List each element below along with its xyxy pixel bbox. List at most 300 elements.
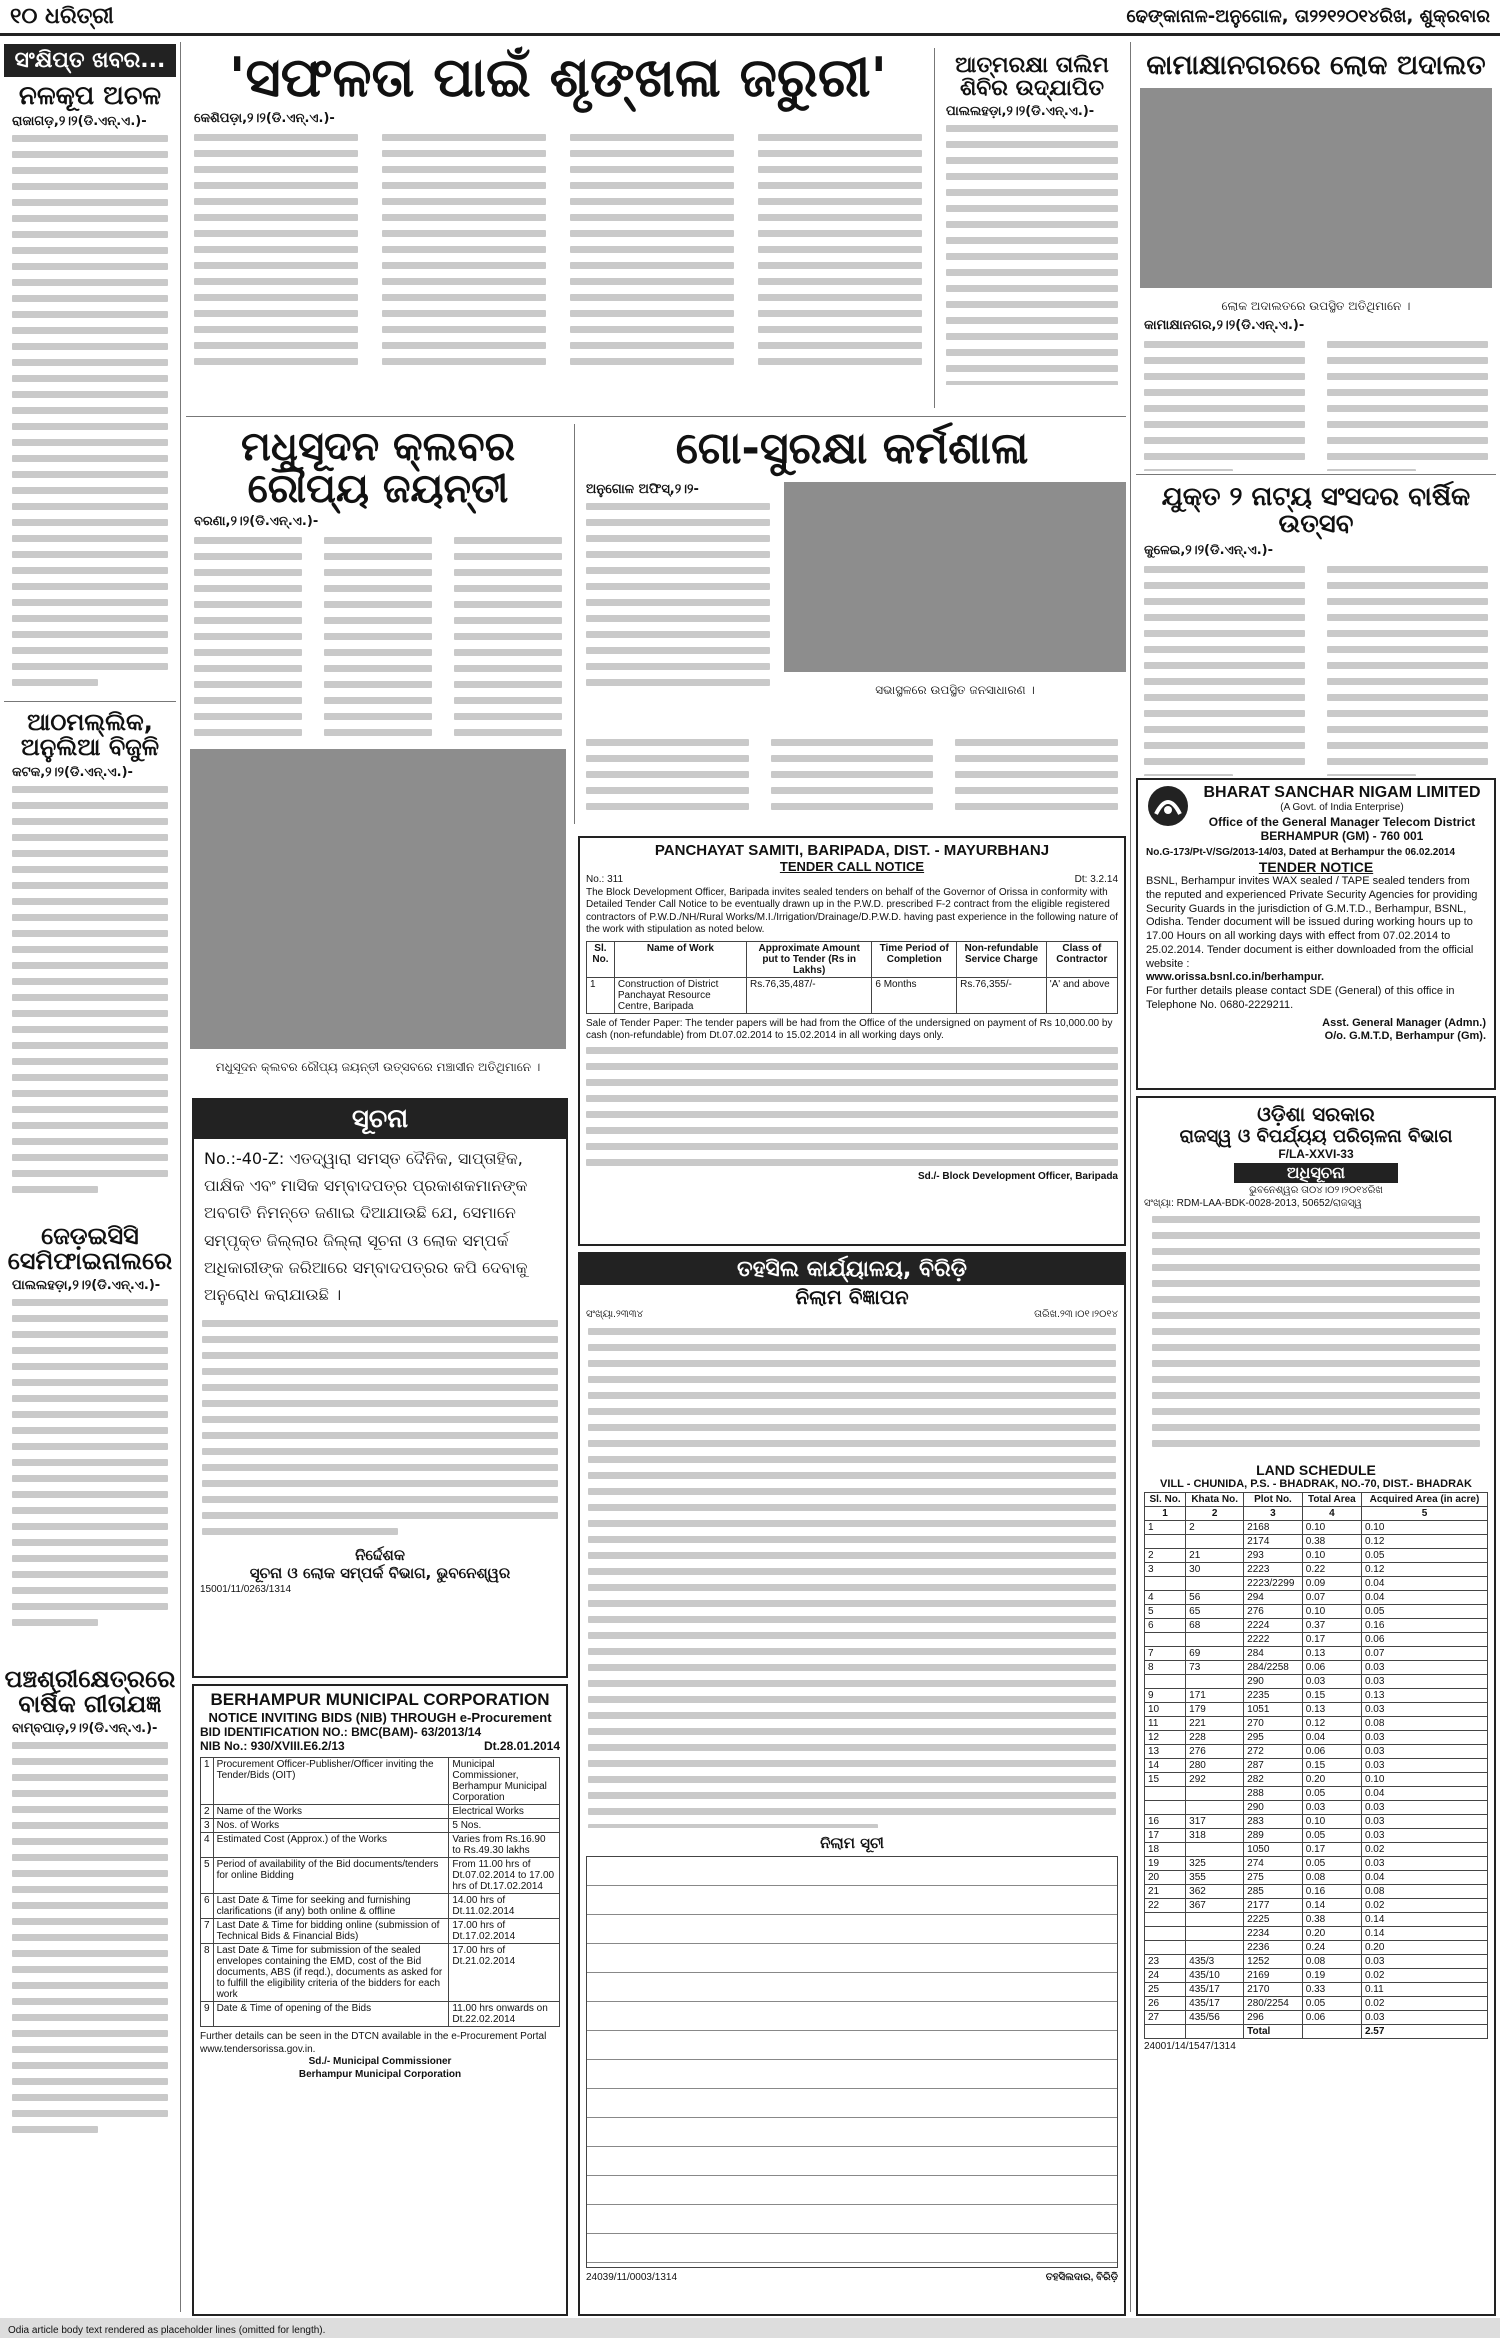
table-cell: 26 xyxy=(1145,1997,1186,2011)
table-cell: 289 xyxy=(1244,1829,1303,1843)
table-cell: 0.11 xyxy=(1361,1983,1487,1997)
table-cell: 0.03 xyxy=(1361,1703,1487,1717)
table-cell: 276 xyxy=(1186,1745,1244,1759)
brief-news-header: ସଂକ୍ଷିପ୍ତ ଖବର... xyxy=(4,44,176,77)
table-cell: 11.00 hrs onwards on Dt.22.02.2014 xyxy=(449,2002,560,2027)
table-cell xyxy=(1145,1633,1186,1647)
table-cell: 276 xyxy=(1244,1605,1303,1619)
table-cell: 0.03 xyxy=(1361,1759,1487,1773)
table-cell: 0.06 xyxy=(1302,1661,1361,1675)
notice-number: No.G-173/Pt-V/SG/2013-14/03, Dated at Berhampur the 06.02.2014 xyxy=(1146,846,1456,858)
signature-line1: Asst. General Manager (Admn.) xyxy=(1322,1016,1486,1029)
table-cell: 0.03 xyxy=(1361,1815,1487,1829)
dateline: ଢେଙ୍କାନାଳ-ଅନୁଗୋଳ, ତା୨୨୧୨୦୧୪ରିଖ, ଶୁକ୍ରବାର xyxy=(1126,6,1490,27)
department-name: ରାଜସ୍ୱ ଓ ବିପର୍ଯ୍ୟୟ ପରିଚାଳନା ବିଭାଗ xyxy=(1179,1126,1453,1147)
signature-line1: Sd./- Municipal Commissioner xyxy=(308,2056,452,2067)
table-cell: 0.02 xyxy=(1361,1969,1487,1983)
notice-date: ତାରିଖ.୨୩।୦୧।୨୦୧୪ xyxy=(1034,1309,1118,1320)
table-cell: 0.03 xyxy=(1361,2011,1487,2025)
table-cell: 12 xyxy=(1145,1731,1186,1745)
table-row xyxy=(1145,1619,1488,1633)
table-cell: Varies from Rs.16.90 to Rs.49.30 lakhs xyxy=(449,1833,560,1858)
table-row xyxy=(1145,1745,1488,1759)
table-cell: 27 xyxy=(1145,2011,1186,2025)
story-body-placeholder xyxy=(12,786,168,1216)
table-row xyxy=(1145,1717,1488,1731)
table-cell: 17.00 hrs of Dt.21.02.2014 xyxy=(449,1944,560,2002)
table-row xyxy=(201,1758,560,1805)
table-row xyxy=(201,2002,560,2027)
notification-label: ଅଧିସୂଚନା xyxy=(1234,1163,1398,1183)
table-cell: 14 xyxy=(1145,1759,1186,1773)
table-cell: 2236 xyxy=(1244,1941,1303,1955)
story-title: ପଞ୍ଚଶ୍ରୀକ୍ଷେତ୍ରରେ ବାର୍ଷିକ ଗୀତାଯଜ୍ଞ xyxy=(4,1665,176,1719)
table-cell: 2169 xyxy=(1244,1969,1303,1983)
audience-photo xyxy=(784,482,1126,698)
table-cell: 5 xyxy=(201,1858,214,1894)
table-cell: 8 xyxy=(1145,1661,1186,1675)
table-cell xyxy=(1145,1941,1186,1955)
table-cell: 56 xyxy=(1186,1591,1244,1605)
table-cell: 0.22 xyxy=(1302,1563,1361,1577)
table-row xyxy=(1145,1731,1488,1745)
notice-intro: The Block Development Officer, Baripada invites sealed tenders on behalf of the Governor of Orissa in conformity with Detailed Tender Call Notice to be eventually drawn up in the P.W.D. prescribed F-2 contract from the eligible registered contractors of P.W.D./NH/Rural Works/M.I./Irrigation/Drainage/D.P.W.D. having past experience in the following nature of the work with stipulation as noted below. xyxy=(586,886,1118,935)
table-cell: 0.17 xyxy=(1302,1633,1361,1647)
story-headline: ଗୋ-ସୁରକ୍ଷା କର୍ମଶାଳା xyxy=(675,423,1029,474)
table-cell: 1 xyxy=(201,1758,214,1805)
table-cell: 435/17 xyxy=(1186,1997,1244,2011)
notice-title: BERHAMPUR MUNICIPAL CORPORATION xyxy=(210,1690,550,1709)
table-cell xyxy=(1145,1787,1186,1801)
table-cell: 0.12 xyxy=(1361,1535,1487,1549)
table-cell: 0.04 xyxy=(1361,1591,1487,1605)
table-cell: 68 xyxy=(1186,1619,1244,1633)
lok-adalat-story xyxy=(1136,44,1496,474)
table-cell: 23 xyxy=(1145,1955,1186,1969)
table-cell: 0.10 xyxy=(1302,1605,1361,1619)
story-byline: କାମାକ୍ଷାନଗର,୨।୨(ଡି.ଏନ୍.ଏ.)- xyxy=(1144,318,1305,334)
table-cell: 0.13 xyxy=(1302,1703,1361,1717)
notice-number: ସଂଖ୍ୟା.୨୩୩୪ xyxy=(586,1309,643,1320)
auction-table-title: ନିଲାମ ସୂଚୀ xyxy=(820,1833,884,1852)
signature-line2: Berhampur Municipal Corporation xyxy=(298,2068,462,2080)
notice-title: TENDER NOTICE xyxy=(1258,859,1374,875)
table-cell: 0.13 xyxy=(1302,1647,1361,1661)
notice-title: ଓଡ଼ିଶା ସରକାର xyxy=(1257,1102,1375,1126)
table-row xyxy=(201,1894,560,1919)
table-cell: 0.02 xyxy=(1361,1899,1487,1913)
table-row xyxy=(1145,1535,1488,1549)
table-cell: 325 xyxy=(1186,1857,1244,1871)
story-title: ନଳକୂପ ଅଚଳ xyxy=(18,81,162,111)
bid-id: BID IDENTIFICATION NO.: BMC(BAM)- 63/2013/14 xyxy=(200,1725,482,1739)
table-row xyxy=(1145,1899,1488,1913)
table-row xyxy=(201,1858,560,1894)
company-sub: (A Govt. of India Enterprise) xyxy=(1280,802,1404,813)
place-date: ଭୁବନେଶ୍ୱର ତା୦୪।୦୨।୨୦୧୪ରିଖ xyxy=(1249,1185,1383,1196)
table-cell: 1252 xyxy=(1244,1955,1303,1969)
table-cell: 294 xyxy=(1244,1591,1303,1605)
table-cell: 14.00 hrs of Dt.11.02.2014 xyxy=(449,1894,560,1919)
table-cell: 362 xyxy=(1186,1885,1244,1899)
table-cell xyxy=(1186,1801,1244,1815)
notice-ref: 24039/11/0003/1314 xyxy=(586,2271,678,2283)
notice-subtitle: NOTICE INVITING BIDS (NIB) THROUGH e-Procurement xyxy=(208,1710,552,1725)
sale-of-tender-paper: Sale of Tender Paper: The tender papers will be had from the Office of the undersigned on payment of Rs 10,000.00 by cash (non-refundable) from Dt.07.02.2014 to 15.02.2014 in all working days only. xyxy=(586,1017,1113,1041)
table-cell: 288 xyxy=(1244,1787,1303,1801)
table-cell: 10 xyxy=(1145,1703,1186,1717)
table-cell: 0.05 xyxy=(1302,1997,1361,2011)
table-row xyxy=(1145,1591,1488,1605)
table-cell: 2235 xyxy=(1244,1689,1303,1703)
story-byline: ଅନୁଗୋଳ ଅଫିସ୍,୨।୨- xyxy=(586,482,699,498)
table-row xyxy=(1145,1969,1488,1983)
table-cell: 0.20 xyxy=(1361,1941,1487,1955)
table-cell: 435/10 xyxy=(1186,1969,1244,1983)
bmc-table xyxy=(200,1757,560,2027)
table-cell: 69 xyxy=(1186,1647,1244,1661)
table-row xyxy=(1145,1759,1488,1773)
table-cell: 0.06 xyxy=(1302,2011,1361,2025)
table-cell: 0.12 xyxy=(1361,1563,1487,1577)
table-cell: 19 xyxy=(1145,1857,1186,1871)
total-row: Total 2.57 xyxy=(1145,2025,1488,2039)
table-cell xyxy=(1186,1535,1244,1549)
table-cell xyxy=(1145,1675,1186,1689)
table-cell: 9 xyxy=(1145,1689,1186,1703)
table-cell: 0.06 xyxy=(1302,1745,1361,1759)
table-cell: 2170 xyxy=(1244,1983,1303,1997)
table-row xyxy=(1145,1689,1488,1703)
office-name: Office of the General Manager Telecom District xyxy=(1208,814,1476,829)
table-cell: 2222 xyxy=(1244,1633,1303,1647)
story-byline: ରାଜାଗଡ଼,୨।୨(ଡି.ଏନ୍.ଏ.)- xyxy=(12,114,147,130)
table-cell: 283 xyxy=(1244,1815,1303,1829)
table-cell: 7 xyxy=(201,1919,214,1944)
table-row xyxy=(1145,1843,1488,1857)
table-cell: 0.24 xyxy=(1302,1941,1361,1955)
contact-info: For further details please contact SDE (General) of this office in Telephone No. 0680-2229211. xyxy=(1146,985,1455,1011)
table-row: 1 Construction of District Panchayat Resource Centre, Baripada Rs.76,35,487/- 6 Months Rs.76,355/- 'A' and above xyxy=(587,977,1118,1013)
table-row xyxy=(1145,1703,1488,1717)
side-story xyxy=(938,44,1126,414)
table-cell: 274 xyxy=(1244,1857,1303,1871)
office-city: BERHAMPUR (GM) - 760 001 xyxy=(1260,828,1424,843)
table-cell: 0.08 xyxy=(1302,1871,1361,1885)
table-cell: 0.03 xyxy=(1361,1731,1487,1745)
notice-signature: ତହସିଲଦାର, ବିରିଡ଼ି xyxy=(1045,2271,1118,2283)
table-cell: 284/2258 xyxy=(1244,1661,1303,1675)
side-story-byline: ପାଲଲହଡ଼ା,୨।୨(ଡି.ଏନ୍.ଏ.)- xyxy=(946,104,1095,120)
notice-subtitle: ନିଲାମ ବିଜ୍ଞାପନ xyxy=(795,1285,909,1309)
table-cell: 0.08 xyxy=(1302,1955,1361,1969)
photo-caption: ସଭାସ୍ଥଳରେ ଉପସ୍ଥିତ ଜନସାଧାରଣ । xyxy=(875,683,1035,698)
table-row xyxy=(1145,1549,1488,1563)
table-cell: 17 xyxy=(1145,1829,1186,1843)
table-cell: 2174 xyxy=(1244,1535,1303,1549)
table-row xyxy=(1145,1801,1488,1815)
story-byline: ପାଲଲହଡ଼ା,୨।୨(ଡି.ଏନ୍.ଏ.)- xyxy=(12,1278,161,1294)
table-cell: Last Date & Time for bidding online (submission of Technical Bids & Financial Bids) xyxy=(213,1919,449,1944)
table-cell: 228 xyxy=(1186,1731,1244,1745)
table-cell: 4 xyxy=(1145,1591,1186,1605)
table-cell: 1050 xyxy=(1244,1843,1303,1857)
signature-department: ସୂଚନା ଓ ଲୋକ ସମ୍ପର୍କ ବିଭାଗ, ଭୁବନେଶ୍ୱର xyxy=(249,1564,511,1583)
table-cell: 0.09 xyxy=(1302,1577,1361,1591)
lead-byline: କେଶିପଡ଼ା,୨।୨(ଡି.ଏନ୍.ଏ.)- xyxy=(194,110,335,126)
table-cell: 0.04 xyxy=(1361,1577,1487,1591)
notice-footer: Further details can be seen in the DTCN available in the e-Procurement Portal www.tendersorissa.gov.in. xyxy=(200,2031,547,2055)
table-cell: 0.14 xyxy=(1302,1899,1361,1913)
table-row xyxy=(1145,1927,1488,1941)
story-byline: ବାମ୍ବପାଡ଼,୨।୨(ଡି.ଏନ୍.ଏ.)- xyxy=(12,1721,158,1737)
table-cell: 0.17 xyxy=(1302,1843,1361,1857)
table-cell: 16 xyxy=(1145,1815,1186,1829)
table-cell: 3 xyxy=(1145,1563,1186,1577)
table-cell: 0.03 xyxy=(1302,1675,1361,1689)
table-cell: 21 xyxy=(1145,1885,1186,1899)
table-cell: 0.10 xyxy=(1302,1549,1361,1563)
table-cell: 435/56 xyxy=(1186,2011,1244,2025)
land-schedule-table: Sl. No. Khata No. Plot No. Total Area Acquired Area (in acre) 1 2 3 4 5 1 2 2168 0.10 0.10 2174 0.38 0.12 2 21 293 0.10 0.05 3 30 2223 0.22 0.12 2223/2299 0.09 0.04 4 56 294 0.07 0.04 5 65 276 0.10 0.05 6 68 2224 0.37 0.16 2222 0.17 0.06 7 69 284 0.13 0.07 8 73 284/2258 0.06 0.03 290 0.03 0.03 9 171 2235 0.15 0.13 10 179 1051 0.13 0.03 11 221 270 0.12 0.08 12 228 295 0.04 0.03 13 276 272 0.06 0.03 14 280 287 0.15 0.03 15 292 282 0.20 0.10 288 0.05 0.04 290 0.03 0.03 16 317 283 0.10 0.03 17 318 289 0.05 0.03 18 1050 0.17 0.02 19 325 274 0.05 0.03 20 355 275 0.08 0.04 21 362 285 0.16 0.08 22 367 2177 0.14 0.02 2225 0.38 0.14 2234 0.20 0.14 2236 0.24 0.20 23 435/3 1252 0.08 0.03 24 435/10 2169 0.19 0.02 25 435/17 2170 0.33 0.11 26 435/17 280/2254 0.05 0.02 27 435/56 296 0.06 0.03 Total 2.57 xyxy=(1144,1492,1488,2039)
table-cell: 6 xyxy=(201,1894,214,1919)
table-cell: 0.20 xyxy=(1302,1927,1361,1941)
table-cell xyxy=(1186,1927,1244,1941)
table-cell: 2 xyxy=(1145,1549,1186,1563)
table-cell: 0.37 xyxy=(1302,1619,1361,1633)
table-cell xyxy=(1186,1633,1244,1647)
signature-line2: O/o. G.M.T.D, Berhampur (Gm). xyxy=(1324,1030,1486,1043)
table-cell: 0.10 xyxy=(1302,1815,1361,1829)
tender-table: Sl. No. Name of Work Approximate Amount put to Tender (Rs in Lakhs) Time Period of Completion Non-refundable Service Charge Class of Contractor 1 Construction of District Panchayat Resource Centre, Baripada Rs.76,35,487/- 6 Months Rs.76,355/- 'A' and above xyxy=(586,941,1118,1014)
notification-number: ସଂଖ୍ୟା: RDM-LAA-BDK-0028-2013, 50652/ରାଜସ୍ୱ xyxy=(1144,1197,1362,1209)
bsnl-logo-icon xyxy=(1146,784,1190,828)
table-cell: 25 xyxy=(1145,1983,1186,1997)
lead-story xyxy=(186,44,930,414)
table-cell: 275 xyxy=(1244,1871,1303,1885)
table-cell: 270 xyxy=(1244,1717,1303,1731)
table-cell: 287 xyxy=(1244,1759,1303,1773)
notice-title: ତହସିଲ କାର୍ଯ୍ୟାଳୟ, ବିରିଡ଼ି xyxy=(580,1254,1124,1285)
table-cell: 9 xyxy=(201,2002,214,2027)
table-cell: 11 xyxy=(1145,1717,1186,1731)
table-cell: 5 xyxy=(1145,1605,1186,1619)
table-cell: 0.05 xyxy=(1361,1605,1487,1619)
table-cell: 22 xyxy=(1145,1899,1186,1913)
story-byline: କଟକ,୨।୨(ଡି.ଏନ୍.ଏ.)- xyxy=(12,764,133,780)
page-header xyxy=(0,0,1500,36)
table-cell: 2 xyxy=(201,1805,214,1819)
table-cell: 8 xyxy=(201,1944,214,2002)
table-row xyxy=(1145,1829,1488,1843)
notice-body: No.:-40-Z: ଏତଦ୍ୱାରା ସମସ୍ତ ଦୈନିକ, ସାପ୍ତାହିକ, ପାକ୍ଷିକ ଏବଂ ମାସିକ ସମ୍ବାଦପତ୍ର ପ୍ରକାଶକମାନଙ୍କ ଅବଗତି ନିମନ୍ତେ ଜଣାଇ ଦିଆଯାଉଛି ଯେ, ସେମାନେ ସମ୍ପୃକ୍ତ ଜିଲ୍ଲାର ଜିଲ୍ଲା ସୂଚନା ଓ ଲୋକ ସମ୍ପର୍କ ଅଧିକାରୀଙ୍କ ଜରିଆରେ ସମ୍ବାଦପତ୍ରର କପି ଦେବାକୁ ଅନୁରୋଧ କରାଯାଉଛି । xyxy=(204,1149,528,1304)
notice-title: ସୂଚନା xyxy=(194,1100,566,1139)
table-row xyxy=(1145,1857,1488,1871)
table-cell: 355 xyxy=(1186,1871,1244,1885)
table-cell: 73 xyxy=(1186,1661,1244,1675)
notice-ref: 15001/11/0263/1314 xyxy=(200,1584,292,1596)
table-row xyxy=(1145,1983,1488,1997)
table-cell: 0.16 xyxy=(1361,1619,1487,1633)
table-cell: 0.03 xyxy=(1361,1857,1487,1871)
table-row xyxy=(1145,1955,1488,1969)
table-cell: Name of the Works xyxy=(213,1805,449,1819)
file-number: F/LA-XXVI-33 xyxy=(1278,1147,1354,1161)
table-cell: 318 xyxy=(1186,1829,1244,1843)
table-cell: 0.14 xyxy=(1361,1913,1487,1927)
table-cell: 282 xyxy=(1244,1773,1303,1787)
table-cell: Nos. of Works xyxy=(213,1819,449,1833)
table-cell: 0.03 xyxy=(1302,1801,1361,1815)
table-cell: 0.10 xyxy=(1361,1521,1487,1535)
notice-number: No.: 311 xyxy=(586,874,624,885)
table-cell: 18 xyxy=(1145,1843,1186,1857)
bmc-tender-notice xyxy=(192,1684,568,2316)
table-row xyxy=(1145,1815,1488,1829)
table-row xyxy=(1145,1773,1488,1787)
table-cell: 0.10 xyxy=(1302,1521,1361,1535)
lead-headline: 'ସଫଳତା ପାଇଁ ଶୃଙ୍ଖଳା ଜରୁରୀ' xyxy=(228,46,888,109)
story-byline: କୁଳେଇ,୨।୨(ଡି.ଏନ୍.ଏ.)- xyxy=(1144,542,1274,558)
table-cell xyxy=(1145,1535,1186,1549)
table-cell: 293 xyxy=(1244,1549,1303,1563)
cow-protection-story xyxy=(578,420,1126,840)
table-cell: 21 xyxy=(1186,1549,1244,1563)
table-cell: 15 xyxy=(1145,1773,1186,1787)
table-cell: Procurement Officer-Publisher/Officer inviting the Tender/Bids (OIT) xyxy=(213,1758,449,1805)
story-body-placeholder xyxy=(12,135,168,695)
table-cell: From 11.00 hrs of Dt.07.02.2014 to 17.00 hrs of Dt.17.02.2014 xyxy=(449,1858,560,1894)
table-cell: 367 xyxy=(1186,1899,1244,1913)
table-cell: 0.07 xyxy=(1361,1647,1487,1661)
table-cell: 13 xyxy=(1145,1745,1186,1759)
website-link[interactable]: www.orissa.bsnl.co.in/berhampur. xyxy=(1146,971,1325,984)
table-cell xyxy=(1145,1927,1186,1941)
table-cell: 0.04 xyxy=(1302,1731,1361,1745)
table-cell: Municipal Commissioner, Berhampur Municipal Corporation xyxy=(449,1758,560,1805)
table-cell: 24 xyxy=(1145,1969,1186,1983)
table-row xyxy=(1145,1647,1488,1661)
table-cell: 0.14 xyxy=(1361,1927,1487,1941)
table-cell: 0.02 xyxy=(1361,1997,1487,2011)
table-row xyxy=(1145,1605,1488,1619)
table-cell xyxy=(1145,1577,1186,1591)
nib-number: NIB No.: 930/XVIII.E6.2/13 xyxy=(200,1739,345,1753)
table-cell: 2223/2299 xyxy=(1244,1577,1303,1591)
table-cell: 4 xyxy=(201,1833,214,1858)
table-cell: 5 Nos. xyxy=(449,1819,560,1833)
table-row xyxy=(1145,1787,1488,1801)
table-cell: 0.03 xyxy=(1361,1661,1487,1675)
story-body-placeholder xyxy=(12,1299,168,1659)
table-cell: 0.15 xyxy=(1302,1759,1361,1773)
table-row xyxy=(201,1833,560,1858)
table-cell: 0.10 xyxy=(1361,1773,1487,1787)
table-cell: 2225 xyxy=(1244,1913,1303,1927)
story-headline: ମଧୁସୂଦନ କ୍ଲବର ରୌପ୍ୟ ଜୟନ୍ତୀ xyxy=(240,424,516,512)
table-cell xyxy=(1186,1941,1244,1955)
story-title: ଜେଡ଼ଇସିସି ସେମିଫାଇନାଲରେ xyxy=(7,1221,173,1275)
table-cell: 0.38 xyxy=(1302,1535,1361,1549)
notice-body: BSNL, Berhampur invites WAX sealed / TAPE sealed tenders from the reputed and experienced Private Security Agencies for providing Security Guards in the jurisdiction of G.M.T.D., Berhampur, BSNL, Odisha. Tender document will be issued during working hours up to 17.00 Hours on all working days with effect from 07.02.2014 to 25.02.2014. Tender document is either downloaded from the official website : xyxy=(1146,875,1478,970)
suchana-notice xyxy=(192,1098,568,1678)
table-cell: 0.38 xyxy=(1302,1913,1361,1927)
table-row xyxy=(201,1919,560,1944)
table-cell: 6 xyxy=(1145,1619,1186,1633)
tahasil-auction-notice xyxy=(578,1252,1126,2316)
table-cell: 0.15 xyxy=(1302,1689,1361,1703)
table-cell: Last Date & Time for submission of the sealed envelopes containing the EMD, cost of the Bid documents, ABS (if reqd.), documents as asked for to fulfill the eligibility criteria of the bidders for each work xyxy=(213,1944,449,2002)
bsnl-tender-notice xyxy=(1136,778,1496,1090)
table-cell: 317 xyxy=(1186,1815,1244,1829)
notice-subtitle: TENDER CALL NOTICE xyxy=(779,859,925,874)
nib-date: Dt.28.01.2014 xyxy=(483,1739,560,1753)
table-cell: 0.19 xyxy=(1302,1969,1361,1983)
table-row xyxy=(201,1819,560,1833)
table-cell: 2177 xyxy=(1244,1899,1303,1913)
table-row xyxy=(1145,1563,1488,1577)
table-cell: 0.08 xyxy=(1361,1717,1487,1731)
table-cell: 0.04 xyxy=(1361,1871,1487,1885)
table-cell: 435/17 xyxy=(1186,1983,1244,1997)
table-row xyxy=(1145,1885,1488,1899)
table-cell: 2234 xyxy=(1244,1927,1303,1941)
table-cell: 2223 xyxy=(1244,1563,1303,1577)
company-name: BHARAT SANCHAR NIGAM LIMITED xyxy=(1203,784,1481,801)
table-cell: 0.16 xyxy=(1302,1885,1361,1899)
table-row xyxy=(1145,1941,1488,1955)
table-cell: 284 xyxy=(1244,1647,1303,1661)
page-number: ୧୦ ଧରିତ୍ରୀ xyxy=(10,4,114,29)
jubilee-photo xyxy=(190,749,566,1074)
table-row xyxy=(1145,1871,1488,1885)
table-cell xyxy=(1186,1913,1244,1927)
table-row xyxy=(1145,1521,1488,1535)
table-cell xyxy=(1186,1787,1244,1801)
story-body-placeholder xyxy=(12,1742,168,2182)
table-cell: 221 xyxy=(1186,1717,1244,1731)
table-cell xyxy=(1145,1913,1186,1927)
table-cell: 0.05 xyxy=(1361,1549,1487,1563)
table-cell: 290 xyxy=(1244,1801,1303,1815)
table-row xyxy=(201,1805,560,1819)
table-cell: 292 xyxy=(1186,1773,1244,1787)
table-row xyxy=(1145,1661,1488,1675)
table-cell: Last Date & Time for seeking and furnishing clarifications (if any) both online & offline xyxy=(213,1894,449,1919)
schedule-location: VILL - CHUNIDA, P.S. - BHADRAK, NO.-70, DIST.- BHADRAK xyxy=(1160,1478,1472,1490)
notice-signature: Sd./- Block Development Officer, Baripada xyxy=(917,1170,1118,1182)
table-cell: Period of availability of the Bid documents/tenders for online Bidding xyxy=(213,1858,449,1894)
table-cell: 0.03 xyxy=(1361,1675,1487,1689)
photo-caption: ଲୋକ ଅଦାଲତରେ ଉପସ୍ଥିତ ଅତିଥିମାନେ । xyxy=(1221,299,1411,314)
table-cell: 0.20 xyxy=(1302,1773,1361,1787)
photo-caption: ମଧୁସୂଦନ କ୍ଲବର ରୌପ୍ୟ ଜୟନ୍ତୀ ଉତ୍ସବରେ ମଞ୍ଚାସୀନ ଅତିଥିମାନେ । xyxy=(215,1060,541,1074)
table-cell: 290 xyxy=(1244,1675,1303,1689)
table-cell xyxy=(1186,1577,1244,1591)
table-cell: Electrical Works xyxy=(449,1805,560,1819)
table-cell xyxy=(1186,1675,1244,1689)
story-headline: ଯୁକ୍ତ ୨ ନାଟ୍ୟ ସଂସଦର ବାର୍ଷିକ ଉତ୍ସବ xyxy=(1161,482,1471,540)
table-row xyxy=(1145,1997,1488,2011)
baripada-tender-notice xyxy=(578,836,1126,1246)
table-cell: 0.08 xyxy=(1361,1885,1487,1899)
table-cell: 0.12 xyxy=(1302,1717,1361,1731)
notice-title: PANCHAYAT SAMITI, BARIPADA, DIST. - MAYURBHANJ xyxy=(654,842,1050,859)
table-cell: 2 xyxy=(1186,1521,1244,1535)
table-cell: 296 xyxy=(1244,2011,1303,2025)
table-cell: 0.05 xyxy=(1302,1857,1361,1871)
table-cell: 0.13 xyxy=(1361,1689,1487,1703)
